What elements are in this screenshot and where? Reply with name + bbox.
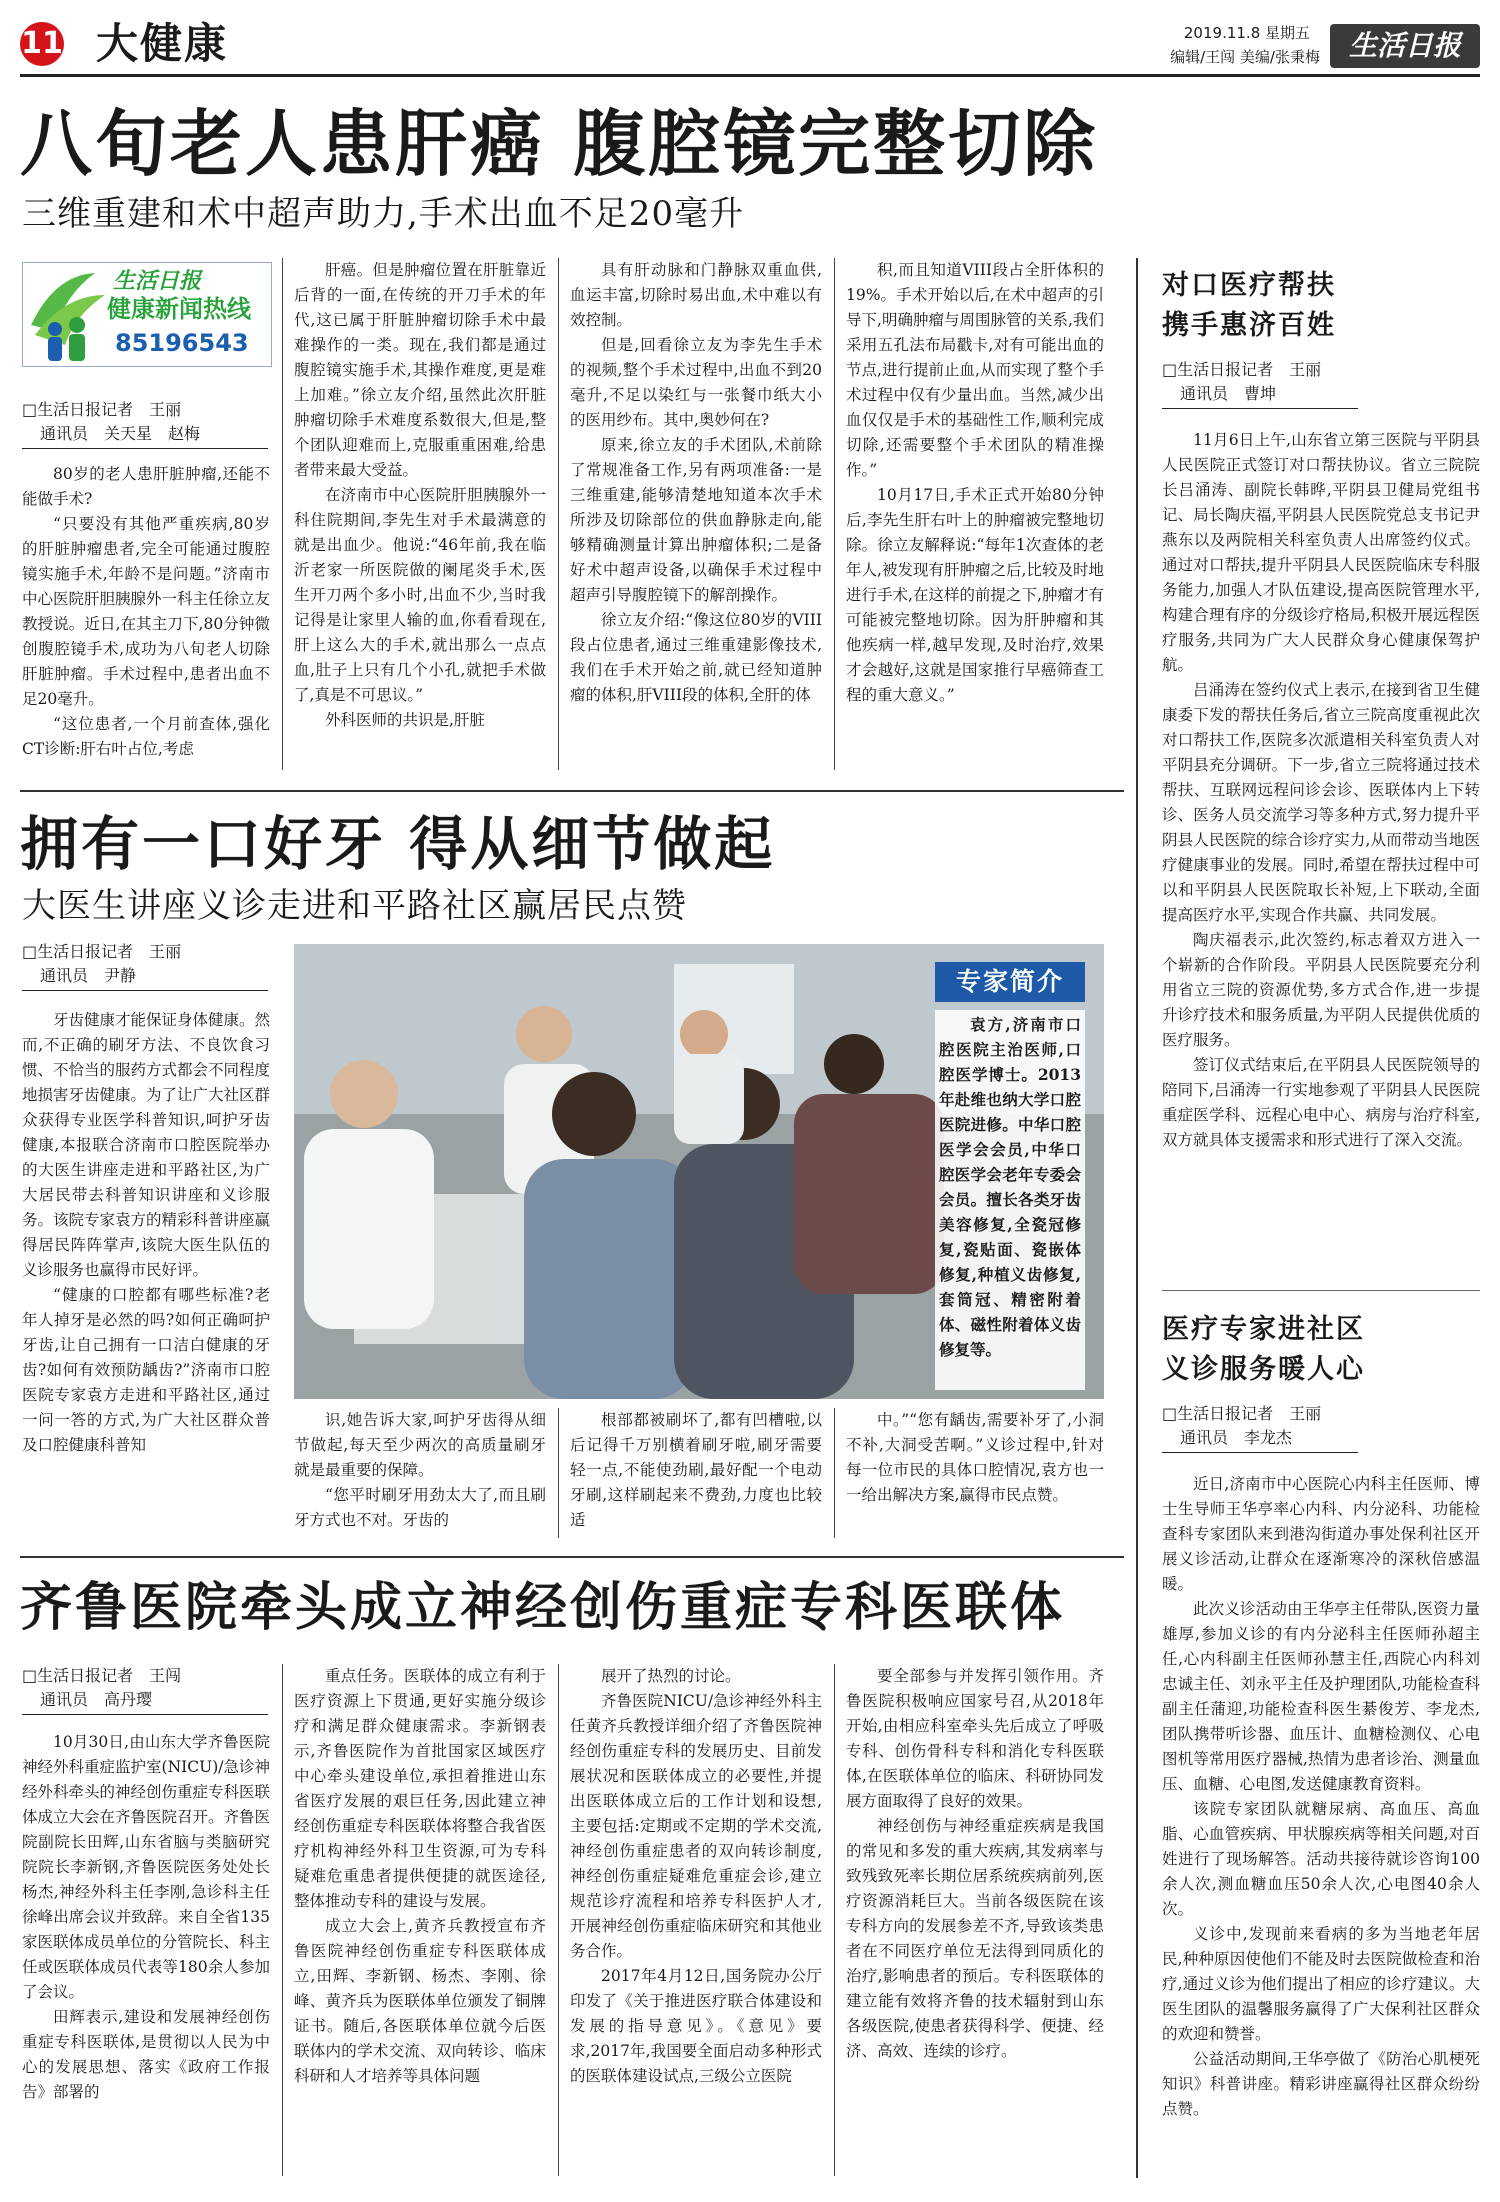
newspaper-logo: 生活日报 (1330, 24, 1480, 68)
section-rule (20, 790, 1124, 792)
side2-body-text-paragraph: 公益活动期间,王华亭做了《防治心肌梗死知识》科普讲座。精彩讲座赢得社区群众纷纷点赞。 (1162, 2050, 1480, 2118)
article2-byline (22, 940, 268, 991)
article3-col3-text-paragraph: 展开了热烈的讨论。 (601, 1667, 741, 1685)
sidebar-rule (1162, 1290, 1480, 1291)
logo-brand: 生活日报 (113, 269, 202, 294)
header-rule (20, 74, 1480, 77)
side1-title-line1: 对口医疗帮扶 (1162, 270, 1336, 301)
article1-col4-text-paragraph: 积,而且知道VIII段占全肝体积的19%。手术开始以后,在术中超声的引导下,明确肿瘤与周围脉管的关系,我们采用五孔法布局戳卡,对有可能出血的节点,进行提前止血,从而实现了整个手术过程中仅有少量出血。当然,减少出血仅仅是手术的基础性工作,顺利完成切除,还需要整个手术团队的精准操作。” (846, 261, 1104, 479)
family-icon (25, 265, 109, 365)
article3-col1-text-paragraph: 田辉表示,建设和发展神经创伤重症专科医联体,是贯彻以人民为中心的发展思想、落实《政府工作报告》部署的 (22, 2008, 270, 2101)
article1-col1-text-paragraph: 80岁的老人患肝脏肿瘤,还能不能做手术? (22, 465, 270, 508)
article1-col1-text-paragraph: “只要没有其他严重疾病,80岁的肝脏肿瘤患者,完全可能通过腹腔镜实施手术,年龄不是问题。”济南市中心医院肝胆胰腺外一科主任徐立友教授说。近日,在其主刀下,80分钟微创腹腔镜手术,成功为八旬老人切除肝脏肿瘤。手术过程中,患者出血不足20毫升。 (22, 515, 270, 708)
article1-reporter: □生活日报记者 王丽 (22, 400, 182, 419)
side1-reporter: □生活日报记者 王丽 (1162, 360, 1322, 379)
article1-subheadline: 三维重建和术中超声助力,手术出血不足20毫升 (22, 194, 745, 234)
logo-phone: 85196543 (115, 329, 249, 357)
side2-title-line2: 义诊服务暖人心 (1162, 1354, 1365, 1385)
column-divider (834, 1664, 835, 2176)
article3-col1-text-paragraph: 10月30日,由山东大学齐鲁医院神经外科重症监护室(NICU)/急诊神经外科牵头的神经创伤重症专科医联体成立大会在齐鲁医院召开。齐鲁医院副院长田辉,山东省脑与类脑研究院院长李新钢,齐鲁医院医务处处长杨杰,神经外科主任李刚,急诊科主任徐峰出席会议并致辞。来自全省135家医联体成员单位的分管院长、科主任或医联体成员代表等180余人参加了会议。 (22, 1733, 270, 2001)
side1-title-line2: 携手惠济百姓 (1162, 310, 1336, 341)
article2-col2-text-paragraph: 识,她告诉大家,呵护牙齿得从细节做起,每天至少两次的高质量刷牙就是最重要的保障。 (294, 1411, 546, 1479)
column-divider (834, 258, 835, 770)
article2-col1-text-paragraph: 牙齿健康才能保证身体健康。然而,不正确的刷牙方法、不良饮食习惯、不恰当的服药方式都会不同程度地损害牙齿健康。为了让广大社区群众获得专业医学科普知识,呵护牙齿健康,本报联合济南市口腔医院举办的大医生讲座走进和平路社区,为广大居民带去科普知识讲座和义诊服务。该院专家袁方的精彩科普讲座赢得居民阵阵掌声,该院大医生队伍的义诊服务也赢得市民好评。 (22, 1011, 270, 1279)
article1-byline (22, 398, 268, 449)
side2-body (1162, 1472, 1480, 2172)
article1-headline: 八旬老人患肝癌 腹腔镜完整切除 (20, 102, 1099, 186)
side1-byline (1162, 358, 1358, 409)
side1-body-text-paragraph: 吕涌涛在签约仪式上表示,在接到省卫生健康委下发的帮扶任务后,省立三院高度重视此次对口帮扶工作,医院多次派遣相关科室负责人对平阴县充分调研。下一步,省立三院将通过技术帮扶、互联网远程问诊会诊、医联体内上下转诊、医务人员交流学习等多种方式,努力提升平阴县人民医院的综合诊疗实力,从而带动当地医疗健康事业的发展。同时,希望在帮扶过程中可以和平阴县人民医院取长补短,上下联动,全面提高医疗水平,实现合作共赢、共同发展。 (1162, 681, 1480, 924)
article3-column-1 (22, 1730, 270, 2176)
article3-col4-text-paragraph: 要全部参与并发挥引领作用。齐鲁医院积极响应国家号召,从2018年开始,由相应科室牵头先后成立了呼吸专科、创伤骨科专科和消化专科医联体,在医联体单位的临床、科研协同发展方面取得了良好的效果。 (846, 1667, 1104, 1810)
article2-reporter: □生活日报记者 王丽 (22, 942, 182, 961)
article1-correspondents: 通讯员 关天星 赵梅 (40, 424, 201, 443)
article2-column-1 (22, 1008, 270, 1548)
side2-body-text-paragraph: 此次义诊活动由王华亭主任带队,医资力量雄厚,参加义诊的有内分泌科主任医师孙超主任,心内科副主任医师孙慧主任,西院心内科刘忠诚主任、刘永平主任及护理团队,功能检查科副主任蒲迎,功能检查科医生綦俊芳、李龙杰,团队携带听诊器、血压计、血糖检测仪、心电图机等常用医疗器械,热情为患者诊治、测量血压、血糖、心电图,发送健康教育资料。 (1162, 1600, 1480, 1793)
logo-hotline-name: 健康新闻热线 (107, 295, 251, 323)
article3-col4-text-paragraph: 神经创伤与神经重症疾病是我国的常见和多发的重大疾病,其发病率与致残致死率长期位居系统疾病前列,医疗资源消耗巨大。当前各级医院在该专科方向的发展参差不齐,导致该类患者在不同医疗单位无法得到同质化的治疗,影响患者的预后。专科医联体的建立能有效将齐鲁的技术辐射到山东各级医院,使患者获得科学、便捷、经济、高效、连续的诊疗。 (846, 1817, 1104, 2060)
side1-body-text-paragraph: 陶庆福表示,此次签约,标志着双方进入一个崭新的合作阶段。平阴县人民医院要充分利用省立三院的资源优势,多方式合作,进一步提升诊疗技术和服务质量,为平阴人民提供优质的医疗服务。 (1162, 931, 1480, 1049)
article3-column-3 (570, 1664, 822, 2176)
article3-correspondent: 通讯员 高丹璎 (40, 1690, 153, 1709)
column-divider (282, 1664, 283, 2176)
side2-reporter: □生活日报记者 王丽 (1162, 1404, 1322, 1423)
article2-col3-text: 根部都被刷坏了,都有凹槽啦,以后记得千万别横着刷牙啦,刷牙需要轻一点,不能使劲刷,最好配一个电动牙刷,这样刷起来不费劲,力度也比较适 (570, 1411, 822, 1529)
article1-col4-text-paragraph: 10月17日,手术正式开始80分钟后,李先生肝右叶上的肿瘤被完整地切除。徐立友解释说:“每年1次查体的老年人,被发现有肝肿瘤之后,比较及时地进行手术,在这样的前提之下,肿瘤才有可能被完整地切除。因为肝肿瘤和其他疾病一样,越早发现,及时治疗,效果才会越好,这就是国家推行早癌筛查工程的重大意义。” (846, 486, 1104, 704)
article1-col3-text-paragraph: 徐立友介绍:“像这位80岁的VIII段占位患者,通过三维重建影像技术,我们在手术开始之前,就已经知道肿瘤的体积,肝VIII段的体积,全肝的体 (570, 611, 822, 704)
side1-body-text-paragraph: 签订仪式结束后,在平阴县人民医院领导的陪同下,吕涌涛一行实地参观了平阴县人民医院重症医学科、远程心电中心、病房与治疗科室,双方就具体支援需求和形式进行了深入交流。 (1162, 1056, 1480, 1149)
side1-correspondent: 通讯员 曹坤 (1180, 384, 1277, 403)
column-divider (558, 258, 559, 770)
side2-correspondent: 通讯员 李龙杰 (1180, 1428, 1293, 1447)
side2-body-text-paragraph: 义诊中,发现前来看病的多为当地老年居民,种种原因使他们不能及时去医院做检查和治疗,通过义诊为他们提出了相应的诊疗建议。大医生团队的温馨服务赢得了广大保利社区群众的欢迎和赞誉。 (1162, 1925, 1480, 2043)
column-divider (282, 258, 283, 770)
side1-body (1162, 428, 1480, 1280)
article3-column-4 (846, 1664, 1104, 2176)
article1-col3-text-paragraph: 但是,回看徐立友为李先生手术的视频,整个手术过程中,出血不到20毫升,不足以染红与一张餐巾纸大小的医用纱布。其中,奥妙何在? (570, 336, 822, 429)
article3-reporter: □生活日报记者 王闯 (22, 1666, 182, 1685)
article2-correspondent: 通讯员 尹静 (40, 966, 137, 985)
article3-column-2 (294, 1664, 546, 2176)
column-divider (558, 1664, 559, 2176)
article2-column-4 (846, 1408, 1104, 1538)
side2-body-text-paragraph: 该院专家团队就糖尿病、高血压、高血脂、心血管疾病、甲状腺疾病等相关问题,对百姓进行了现场解答。活动共接待就诊咨询100余人次,测血糖血压50余人次,心电图40余人次。 (1162, 1800, 1480, 1918)
article3-col3-text-paragraph: 2017年4月12日,国务院办公厅印发了《关于推进医疗联合体建设和发展的指导意见》。《意见》要求,2017年,我国要全面启动多种形式的医联体建设试点,三级公立医院 (570, 1967, 822, 2085)
article3-byline (22, 1664, 268, 1715)
section-rule (20, 1556, 1124, 1558)
article1-col2-text-paragraph: 在济南市中心医院肝胆胰腺外一科住院期间,李先生对手术最满意的就是出血少。他说:“46年前,我在临沂老家一所医院做的阑尾炎手术,医生开刀两个多小时,出血不少,当时我记得是让家里人输的血,你看看现在,肝上这么大的手术,就出那么一点点血,肚子上只有几个小孔,就把手术做了,真是不可思议。” (294, 486, 546, 704)
article3-headline: 齐鲁医院牵头成立神经创伤重症专科医联体 (20, 1578, 1066, 1638)
column-divider (834, 1408, 835, 1538)
issue-date: 2019.11.8 星期五 (1183, 24, 1310, 42)
expert-intro-body (935, 1010, 1085, 1390)
article2-subheadline: 大医生讲座义诊走进和平路社区赢居民点赞 (22, 886, 687, 926)
sidebar-divider (1136, 258, 1138, 2178)
article1-column-2 (294, 258, 546, 770)
article1-column-3 (570, 258, 822, 770)
article3-col2-text-paragraph: 成立大会上,黄齐兵教授宣布齐鲁医院神经创伤重症专科医联体成立,田辉、李新钢、杨杰、李刚、徐峰、黄齐兵为医联体单位颁发了铜牌证书。随后,各医联体单位就今后医联体内的学术交流、双向转诊、临床科研和人才培养等具体问题 (294, 1917, 546, 2085)
expert-intro-label: 专家简介 (935, 962, 1085, 1002)
article2-headline: 拥有一口好牙 得从细节做起 (20, 810, 776, 878)
article2-column-2 (294, 1408, 546, 1538)
article2-col4-text: 中。”“您有龋齿,需要补牙了,小洞不补,大洞受苦啊。”义诊过程中,针对每一位市民的具体口腔情况,袁方也一一给出解决方案,赢得市民点赞。 (846, 1411, 1104, 1504)
section-title: 大健康 (96, 19, 229, 68)
side1-body-text-paragraph: 11月6日上午,山东省立第三医院与平阴县人民医院正式签订对口帮扶协议。省立三院院长吕涌涛、副院长韩晔,平阴县卫健局党组书记、局长陶庆福,平阴县人民医院党总支书记尹燕东以及两院相关科室负责人出席签约仪式。通过对口帮扶,提升平阴县人民医院临床专科服务能力,加强人才队伍建设,提高医院管理水平,构建合理有序的分级诊疗格局,积极开展远程医疗服务,共同为广大人民群众身心健康保驾护航。 (1162, 431, 1480, 674)
article2-col2-text-paragraph: “您平时刷牙用劲太大了,而且刷牙方式也不对。牙齿的 (294, 1486, 546, 1529)
article3-col2-text-paragraph: 重点任务。医联体的成立有利于医疗资源上下贯通,更好实施分级诊疗和满足群众健康需求。李新钢表示,齐鲁医院作为首批国家区域医疗中心牵头建设单位,承担着推进山东省医疗发展的艰巨任务,因此建立神经创伤重症专科医联体将整合我省医疗机构神经外科卫生资源,可为专科疑难危重患者提供便捷的就医途径,整体推动专科的建设与发展。 (294, 1667, 546, 1910)
article1-column-4 (846, 258, 1104, 770)
health-hotline-logo (22, 262, 272, 367)
article2-col1-text-paragraph: “健康的口腔都有哪些标准?老年人掉牙是必然的吗?如何正确呵护牙齿,让自己拥有一口洁白健康的牙齿?如何有效预防龋齿?”济南市口腔医院专家袁方走进和平路社区,通过一问一答的方式,为广大社区群众普及口腔健康科普知 (22, 1286, 270, 1454)
side2-byline (1162, 1402, 1358, 1453)
article1-col2-text-paragraph: 外科医师的共识是,肝脏 (325, 711, 485, 729)
article1-col3-text-paragraph: 具有肝动脉和门静脉双重血供,血运丰富,切除时易出血,术中难以有效控制。 (570, 261, 822, 329)
column-divider (558, 1408, 559, 1538)
side2-title-line1: 医疗专家进社区 (1162, 1314, 1365, 1345)
article1-col2-text-paragraph: 肝癌。但是肿瘤位置在肝脏靠近后背的一面,在传统的开刀手术的年代,这已属于肝脏肿瘤切除手术中最难操作的一类。现在,我们都是通过腹腔镜实施手术,其操作难度,更是难上加难。”徐立友介绍,虽然此次肝脏肿瘤切除手术难度系数很大,但是,整个团队迎难而上,克服重重困难,给患者带来最大受益。 (294, 261, 546, 479)
side2-body-text-paragraph: 近日,济南市中心医院心内科主任医师、博士生导师王华亭率心内科、内分泌科、功能检查科专家团队来到港沟街道办事处保利社区开展义诊活动,让群众在逐渐寒冷的深秋倍感温暖。 (1162, 1475, 1480, 1593)
page-number-badge: 11 (20, 22, 64, 66)
editor-credits: 编辑/王闯 美编/张秉梅 (1170, 48, 1320, 66)
article1-column-1 (22, 462, 270, 772)
article3-col3-text-paragraph: 齐鲁医院NICU/急诊神经外科主任黄齐兵教授详细介绍了齐鲁医院神经创伤重症专科的发展历史、目前发展状况和医联体成立的必要性,并提出医联体成立后的工作计划和设想,主要包括:定期或不定期的学术交流,神经创伤重症患者的双向转诊制度,神经创伤重症疑难危重症会诊,建立规范诊疗流程和培养专科医护人才,开展神经创伤重症临床研究和其他业务合作。 (570, 1692, 822, 1960)
expert-intro-text: 袁方,济南市口腔医院主治医师,口腔医学博士。2013年赴维也纳大学口腔医院进修。中华口腔医学会会员,中华口腔医学会老年专委会会员。擅长各类牙齿美容修复,全瓷冠修复,瓷贴面、瓷嵌体修复,种植义齿修复,套筒冠、精密附着体、磁性附着体义齿修复等。 (939, 1015, 1081, 1359)
article1-col1-text-paragraph: “这位患者,一个月前查体,强化CT诊断:肝右叶占位,考虑 (22, 715, 270, 758)
article1-col3-text-paragraph: 原来,徐立友的手术团队,术前除了常规准备工作,另有两项准备:一是三维重建,能够清楚地知道本次手术所涉及切除部位的供血静脉走向,能够精确测量计算出肿瘤体积;二是备好术中超声设备,以确保手术过程中超声引导腹腔镜下的解剖操作。 (570, 436, 822, 604)
article2-column-3 (570, 1408, 822, 1538)
